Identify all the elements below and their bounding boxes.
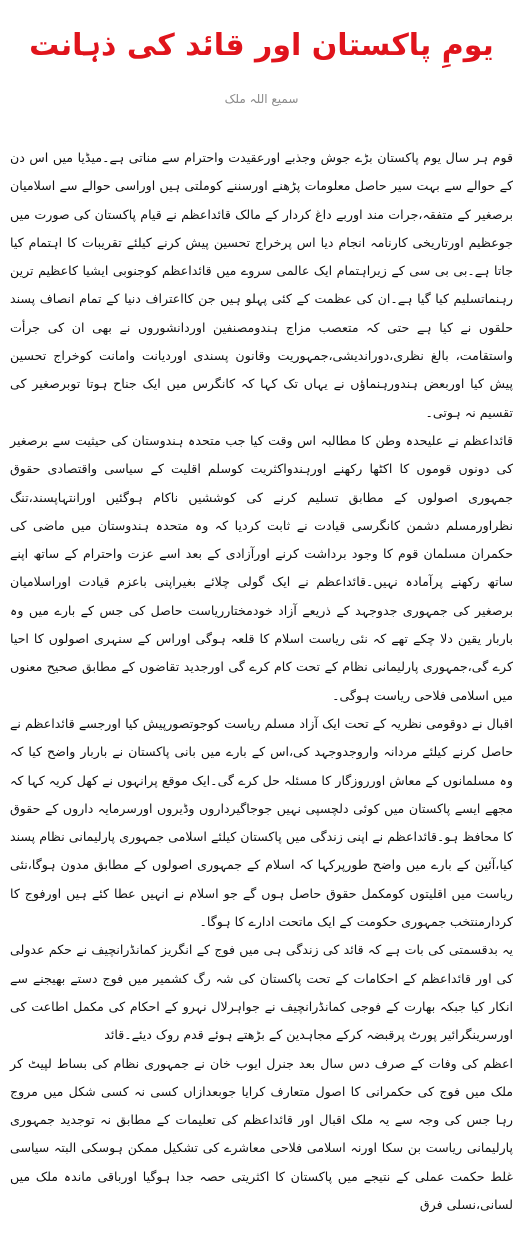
article-paragraph-1: قوم ہر سال یوم پاکستان بڑے جوش وجذبے اورعقیدت واحترام سے مناتی ہے۔میڈیا میں اس دن کے حوالے سے بہت سیر حاصل معلومات پڑھنے اورسننے کوملتی ہیں اوراسی حوالے سے اسلامیان برصغیر کے متفقہ،جرات مند اوربے داغ کردار کے مالک قائداعظم نے قیام پاکستان کی صورت میں جوعظیم اورتاریخی کارنامہ انجام دیا اس پرخراج تحسین پیش کرنے کیلئے تقریبات کا اہتمام کیا جاتا ہے۔بی بی سی کے زیراہتمام ایک عالمی سروے میں قائداعظم کوجنوبی ایشیا کاعظیم ترین رہنماتسلیم کیا گیا ہے۔ان کی عظمت کے کئی پہلو ہیں جن کااعتراف دنیا کے تمام انصاف پسند حلقوں نے کیا ہے حتی کہ متعصب مزاج ہندومصنفین اوردانشوروں نے بھی ان کی جرأت واستقامت، بالغ نظری،دوراندیشی،جمہوریت وقانون پسندی اوردیانت وامانت کوخراج تحسین پیش کیا اوربعض ہندورہنماؤں نے یہاں تک کہا کہ کانگرس میں ایک جناح ہوتا توبرصغیر کی تقسیم نہ ہوتی۔ [10, 150, 513, 420]
author-byline: سمیع اللہ ملک [224, 92, 299, 106]
article-title: یومِ پاکستان اور قائد کی ذہانت [29, 28, 494, 63]
article-paragraph-2: قائداعظم نے علیحدہ وطن کا مطالبہ اس وقت کیا جب متحدہ ہندوستان کی حیثیت سے برصغیر کی دونوں قوموں کا اکٹھا رکھنے اورہندواکثریت کوسلم اقلیت کے سیاسی واقتصادی حقوق جمہوری اصولوں کے مطابق تسلیم کرنے کی کوششیں ناکام ہوگئیں اورانتہاپسند،تنگ نظراورمسلم دشمن کانگرسی قیادت نے ثابت کردیا کہ وہ متحدہ ہندوستان میں ماضی کی حکمران مسلمان قوم کا وجود برداشت کرنے اورآزادی کے بعد اسے عزت واحترام کے ساتھ اپنے ساتھ رکھنے پرآمادہ نہیں۔قائداعظم نے ایک گولی چلائے بغیراپنی باعزم قیادت اوراسلامیان برصغیر کی جمہوری جدوجہد کے ذریعے آزاد خودمختارریاست حاصل کی جس کے بارے میں وہ باربار یقین دلا چکے تھے کہ نئی ریاست اسلام کا قلعہ ہوگی اوراس کے سنہری اصولوں کا احیا کرے گی،جمہوری پارلیمانی نظام کے تحت کام کرے گی اورجدید تقاضوں کے مطابق صحیح معنوں میں اسلامی فلاحی ریاست ہوگی۔ [10, 432, 513, 703]
article-body [10, 112, 513, 1219]
article-paragraph-3: اقبال نے دوقومی نظریہ کے تحت ایک آزاد مسلم ریاست کوجوتصورپیش کیا اورجسے قائداعظم نے حاصل کرنے کیلئے مردانہ واروجدوجہد کی،اس کے بارے میں بانی پاکستان نے باربار واضح کیا کہ وہ مسلمانوں کے معاش اورروزگار کا مسئلہ حل کرے گی۔ایک موقع پرانہوں نے کھل کریہ کہا کہ مجھے ایسے پاکستان میں کوئی دلچسپی نہیں جوجاگیرداروں وڈیروں اورسرمایہ داروں کے حقوق کا محافظ ہو۔قائداعظم نے اپنی زندگی میں پاکستان کیلئے اسلامی جمہوری پارلیمانی نظام پسند کیا،آئین کے بارے میں واضح طورپرکہا کہ اسلام کے جمہوری اصولوں کے مطابق مدون ہوگا،نئی ریاست میں اقلیتوں کومکمل حقوق حاصل ہوں گے جو اسلام نے انہیں عطا کئے ہیں اورفوج کا کردارمنتخب جمہوری حکومت کے ایک ماتحت ادارے کا ہوگا۔ [10, 715, 513, 930]
article-paragraph-4: یہ بدقسمتی کی بات ہے کہ قائد کی زندگی ہی میں فوج کے انگریز کمانڈرانچیف نے حکم عدولی کی اور قائداعظم کے احکامات کے تحت پاکستان کی شہ رگ کشمیر میں فوج دستے بھیجنے سے انکار کیا جبکہ بھارت کے فوجی کمانڈرانچیف نے جواہرلال نہرو کے احکام کی مکمل اطاعت کی اورسرینگرائیر پورٹ پرقبضہ کرکے مجاہدین کے بڑھتے ہوئے قدم روک دیئے۔قائد [10, 942, 513, 1043]
article-paragraph-5: اعظم کی وفات کے صرف دس سال بعد جنرل ایوب خان نے جمہوری نظام کی بساط لپیٹ کر ملک میں فوج کی حکمرانی کا اصول متعارف کرایا جوبعدازاں کسی نہ کسی شکل میں مروج رہا جس کی وجہ سے یہ ملک اقبال اور قائداعظم کی تعلیمات کے مطابق نہ توجدید جمہوری پارلیمانی ریاست بن سکا اورنہ اسلامی فلاحی معاشرے کی تشکیل ممکن ہوسکی البتہ سیاسی غلط حکمت عملی کے نتیجے میں پاکستان کا اکثریتی حصہ جدا ہوگیا اورباقی ماندہ ملک میں لسانی،نسلی فرق [10, 1055, 513, 1212]
